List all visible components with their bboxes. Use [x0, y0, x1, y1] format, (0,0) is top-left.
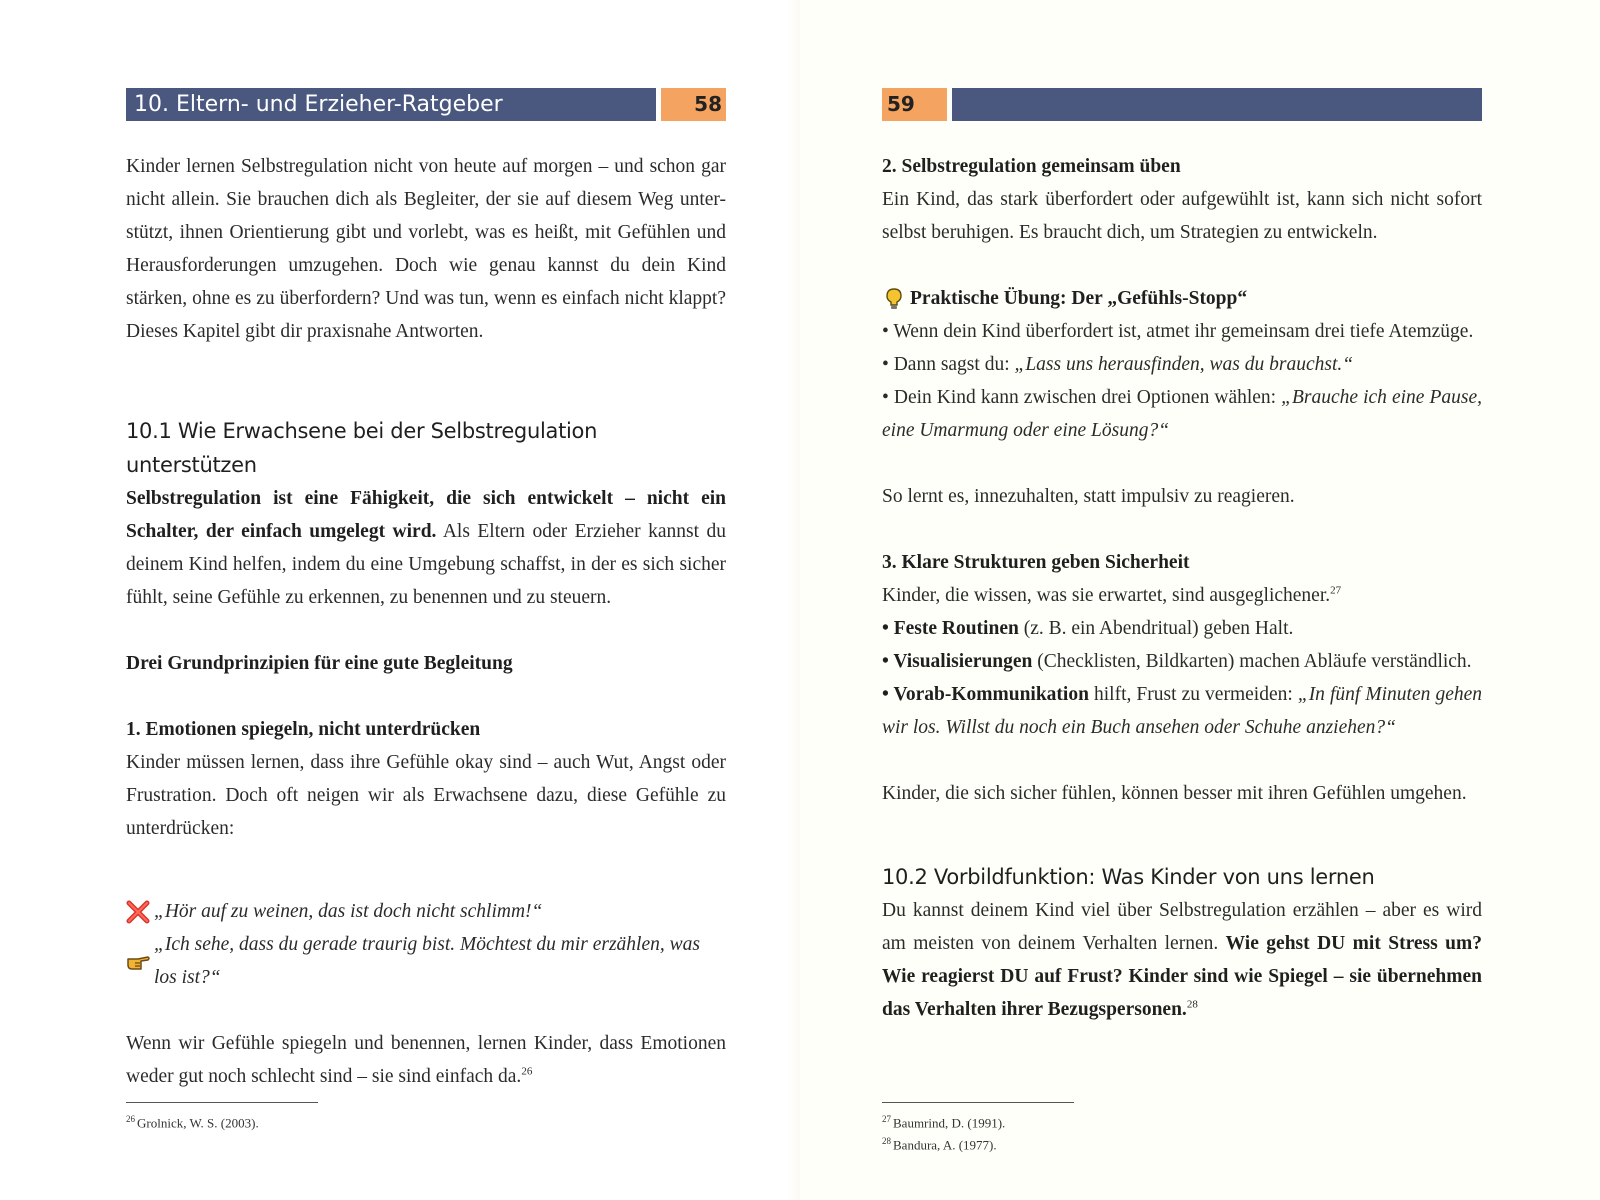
cross-mark-icon [126, 900, 150, 924]
good-example-quote: „Ich sehe, dass du gerade traurig bist. Möchtest du mir erzählen, was los ist?“ [154, 934, 700, 988]
section-paragraph [126, 482, 726, 614]
footnotes-right [882, 1110, 1005, 1155]
principle3-heading: 3. Klare Strukturen geben Sicherheit [882, 552, 1190, 573]
principle1-text: Kinder müssen lernen, dass ihre Gefühle okay sind – auch Wut, Angst oder Frustration. Doch oft neigen wir als Erwachsene dazu, diese Gefühle zu unterdrücken: [126, 752, 726, 839]
lightbulb-icon [882, 287, 906, 311]
section-bold-text: Selbstregulation ist eine Fähigkeit, die sich entwickelt – nicht ein Schalter, der einfach umgelegt wird. [126, 488, 726, 542]
principle2-heading: 2. Selbstregulation gemeinsam üben [882, 156, 1181, 177]
exercise-result: So lernt es, innezuhalten, statt impulsiv zu reagieren. [882, 486, 1295, 507]
exercise-bullet-1: • Wenn dein Kind überfordert ist, atmet ihr gemeinsam drei tiefe Atemzüge. [882, 321, 1474, 342]
principle1-heading: 1. Emotionen spiegeln, nicht unterdrücken [126, 719, 481, 740]
section2-paragraph: Du kannst deinem Kind viel über Selbstregulation erzählen – aber es wird am meisten von deinem Verhalten lernen. Wie gehst DU mit Stress um? Wie reagierst DU auf Frust? Kinder sind wie Spiegel – sie übernehmen das Verhalten ihrer Bezugspersonen.$^{28}$ [882, 900, 1482, 1020]
structure-bullet-3: • Vorab-Kommunikation hilft, Frust zu vermeiden: „In fünf Minuten gehen wir los. Willst du noch ein Buch ansehen oder Schuhe anziehen?“ [882, 684, 1482, 738]
header-bar-right [952, 88, 1482, 121]
exercise-bullet-2: • Dann sagst du: „Lass uns herausfinden, was du brauchst.“ [882, 354, 1354, 375]
section-heading-10-2: 10.2 Vorbildfunktion: Was Kinder von uns lernen [882, 865, 1375, 889]
principle3-result: Kinder, die sich sicher fühlen, können besser mit ihren Gefühlen umgehen. [882, 783, 1467, 804]
footnote-divider-left [126, 1102, 318, 1103]
exercise-heading-line [882, 282, 1482, 315]
pointing-hand-icon [126, 949, 150, 973]
footnote-26: $^{26}$ Grolnick, W. S. (2003). [126, 1114, 259, 1131]
good-example-line [126, 928, 726, 994]
closing-text: Wenn wir Gefühle spiegeln und benennen, lernen Kinder, dass Emotionen weder gut noch schlecht sind – sie sind einfach da. [126, 1033, 726, 1087]
right-page-header [882, 88, 1482, 121]
page-number-right: 59 [882, 88, 947, 121]
footnote-divider-right [882, 1102, 1074, 1103]
footnotes-left [126, 1110, 259, 1132]
bad-example-line [126, 895, 726, 928]
left-page-content [126, 150, 726, 1093]
chapter-title: 10. Eltern- und Erzieher-Ratgeber [126, 88, 656, 121]
principle2-text: Ein Kind, das stark überfordert oder aufgewühlt ist, kann sich nicht sofort selbst beruhigen. Es braucht dich, um Strategien zu entwickeln. [882, 189, 1482, 243]
footnote-ref-28: 28 [1186, 998, 1198, 1011]
footnote-27: $^{27}$ Baumrind, D. (1991). [882, 1114, 1006, 1131]
section-text: Als Eltern oder Erzieher kannst du deinem Kind helfen, indem du eine Umgebung schaffst, in der es sich sicher fühlt, seine Gefühle zu erkennen, zu benennen und zu steuern. [126, 521, 726, 608]
closing-paragraph [126, 1027, 726, 1093]
principles-heading: Drei Grundprinzipien für eine gute Begleitung [126, 653, 513, 674]
principle3-text: Kinder, die wissen, was sie erwartet, sind ausgeglichener.$^{27}$ [882, 584, 1342, 606]
bad-example-quote: „Hör auf zu weinen, das ist doch nicht schlimm!“ [154, 901, 543, 922]
left-page-header [126, 88, 726, 121]
footnote-ref-26: 26 [521, 1065, 533, 1078]
right-page [800, 0, 1600, 1200]
section-heading-10-1: 10.1 Wie Erwachsene bei der Selbstregulation unterstützen [126, 419, 598, 477]
page-number-left: 58 [661, 88, 726, 121]
exercise-heading: Praktische Übung: Der „Gefühls-Stopp“ [910, 288, 1248, 309]
footnote-28: $^{28}$ Bandura, A. (1977). [882, 1136, 997, 1153]
exercise-bullet-3: • Dein Kind kann zwischen drei Optionen wählen: „Brauche ich eine Pause, eine Umarmung oder eine Lösung?“ [882, 387, 1482, 441]
intro-paragraph: Kinder lernen Selbstregulation nicht von heute auf morgen – und schon gar nicht allein. Sie brauchen dich als Begleiter, der sie auf diesem Weg unter-stützt, ihnen Orientierung gibt und vorlebt, was es heißt, mit Gefühlen und Herausforderungen umzugehen. Doch wie genau kannst du dein Kind stärken, ohne es zu überfordern? Und was tun, wenn es einfach nicht klappt? Dieses Kapitel gibt dir praxisnahe Antworten. [126, 156, 726, 342]
footnote-ref-27: 27 [1330, 584, 1342, 597]
structure-bullet-1: • Feste Routinen (z. B. ein Abendritual) geben Halt. [882, 618, 1294, 639]
structure-bullet-2: • Visualisierungen (Checklisten, Bildkarten) machen Abläufe verständlich. [882, 651, 1472, 672]
right-page-content [882, 150, 1482, 1026]
